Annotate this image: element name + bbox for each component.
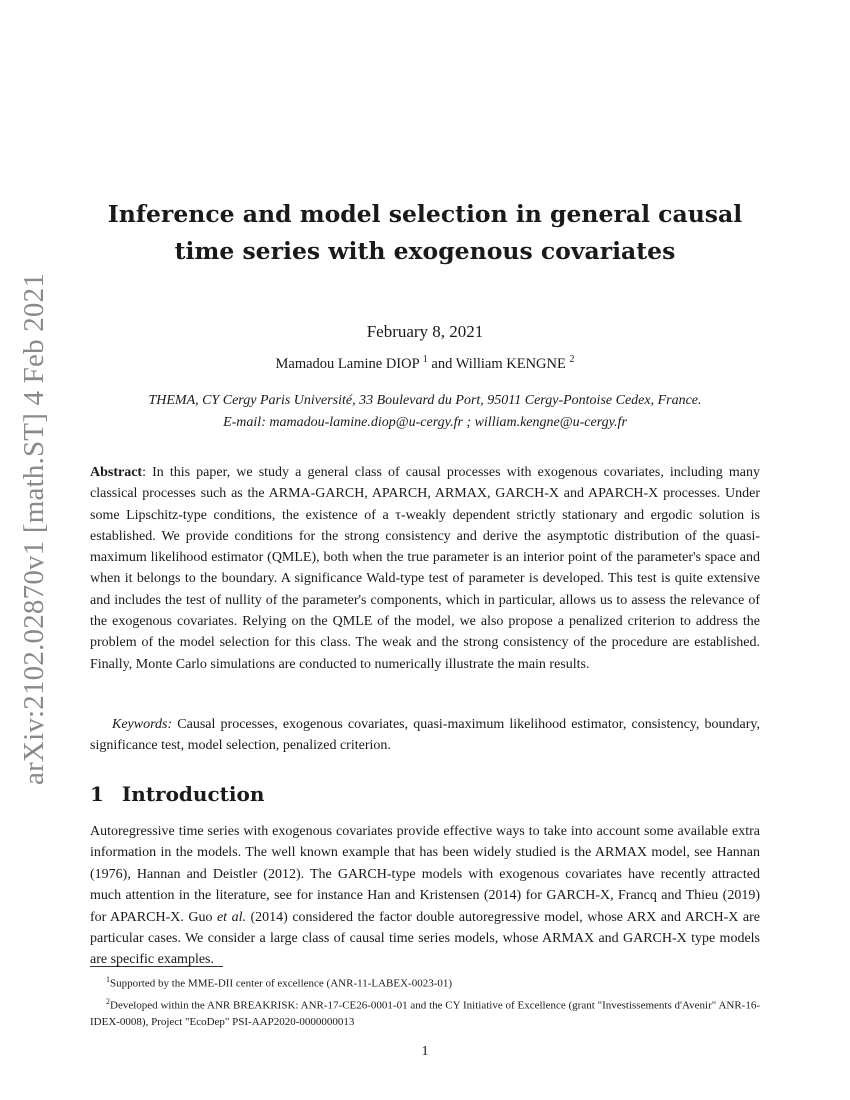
author-conjunction: and bbox=[431, 355, 453, 372]
page-number: 1 bbox=[421, 1044, 429, 1059]
section-heading bbox=[90, 782, 264, 806]
affiliation: THEMA, CY Cergy Paris Université, 33 Boulevard du Port, 95011 Cergy-Pontoise Cedex, France. bbox=[148, 393, 702, 408]
footnote-text: Supported by the MME-DII center of excellence (ANR-11-LABEX-0023-01) bbox=[110, 977, 453, 990]
footnote-marker[interactable]: 1 bbox=[422, 354, 428, 365]
email-line[interactable]: E-mail: mamadou-lamine.diop@u-cergy.fr ; william.kengne@u-cergy.fr bbox=[223, 415, 627, 430]
keywords-label: Keywords: bbox=[112, 717, 173, 732]
arxiv-identifier-stamp: arXiv:2102.02870v1 [math.ST] 4 Feb 2021 bbox=[18, 272, 50, 785]
intro-emphasis: et al. bbox=[216, 909, 246, 925]
footnote-divider bbox=[90, 966, 223, 967]
intro-text: (2014) considered the factor double autoregressive model, whose ARX and ARCH-X are particular cases. We consider a large class of causal time series models, whose ARMAX and GARCH-X type models are specific examples. bbox=[90, 909, 760, 968]
abstract-label: Abstract bbox=[90, 465, 143, 480]
keywords bbox=[90, 714, 760, 757]
paper-date: February 8, 2021 bbox=[366, 322, 484, 341]
section-title: Introduction bbox=[121, 782, 265, 806]
intro-text: Autoregressive time series with exogenous covariates provide effective ways to take into account some available extra information in the models. The well known example that has been widely studied is the ARMAX model, see Hannan (1976), Hannan and Deistler (2012). The GARCH-type models with exogenous covariates have recently attracted much attention in the literature, see for instance Han and Kristensen (2014) for GARCH-X, Francq and Thieu (2019) for APARCH-X. Guo bbox=[90, 824, 760, 925]
footnote-number: 1 bbox=[106, 975, 110, 984]
footnote bbox=[90, 993, 760, 1032]
author-name: William KENGNE bbox=[455, 355, 566, 372]
keywords-text: Causal processes, exogenous covariates, quasi-maximum likelihood estimator, consistency, boundary, significance test, model selection, penalized criterion. bbox=[90, 717, 760, 754]
affiliation-block bbox=[60, 390, 790, 434]
footnote-number: 2 bbox=[106, 996, 110, 1006]
footnote-marker[interactable]: 2 bbox=[569, 354, 575, 365]
intro-paragraph bbox=[90, 821, 760, 971]
author-line bbox=[0, 354, 850, 373]
paper-title: Inference and model selection in general causal time series with exogenous covariates bbox=[107, 200, 743, 265]
footnotes bbox=[90, 971, 760, 1031]
author-name: Mamadou Lamine DIOP bbox=[275, 355, 420, 372]
section-number: 1 bbox=[90, 782, 104, 806]
abstract bbox=[90, 462, 760, 675]
footnote-text: Developed within the ANR BREAKRISK: ANR-17-CE26-0001-01 and the CY Initiative of Excellence (grant "Investissements d'Avenir" ANR-16-IDEX-0008), Project "EcoDep" PSI-AAP2020-0000000013 bbox=[90, 999, 760, 1029]
footnote bbox=[90, 971, 760, 993]
abstract-text: : In this paper, we study a general class of causal processes with exogenous covariates, including many classical processes such as the ARMA-GARCH, APARCH, ARMAX, GARCH-X and APARCH-X processes. Under some Lipschitz-type conditions, the existence of a τ-weakly dependent strictly stationary and ergodic solution is established. We provide conditions for the strong consistency and derive the asymptotic distribution of the quasi-maximum likelihood estimator (QMLE), both when the true parameter is an interior point of the parameter's space and when it belongs to the boundary. A significance Wald-type test of parameter is developed. This test is quite extensive and includes the test of nullity of the parameter's components, which in particular, allows us to assess the relevance of the exogenous covariates. Relying on the QMLE of the model, we also propose a penalized criterion to address the problem of the model selection for this class. The weak and the strong consistency of the procedure are established. Finally, Monte Carlo simulations are conducted to numerically illustrate the main results. bbox=[90, 465, 760, 672]
